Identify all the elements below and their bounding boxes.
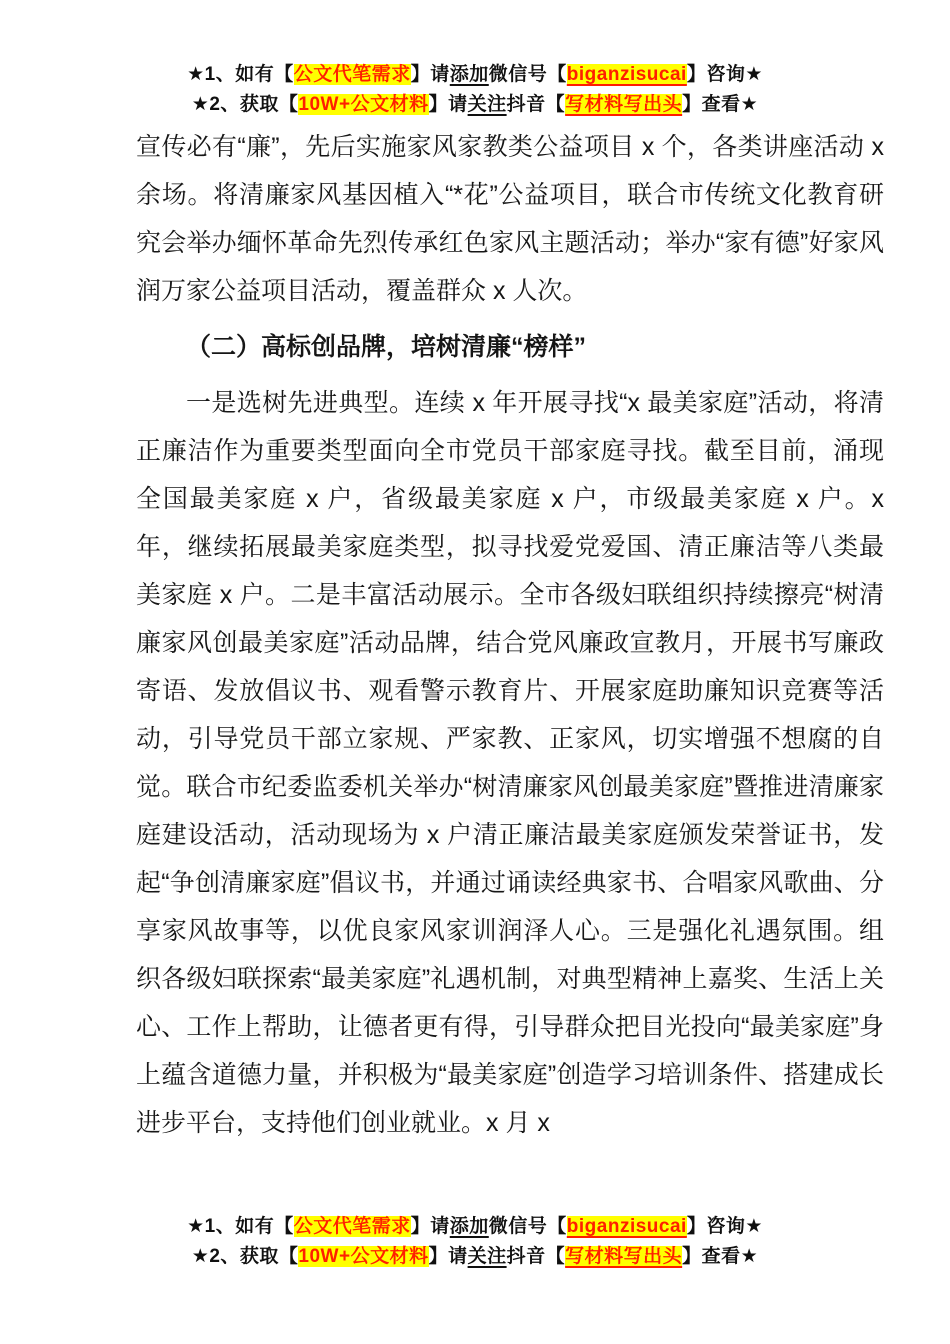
text-run: 】查看★ — [682, 1246, 759, 1267]
footer-notice — [0, 1212, 950, 1272]
text-run: 抖音【 — [506, 1246, 566, 1267]
text-run: 写材料写出头 — [565, 94, 683, 115]
text-run: 10W+公文材料 — [298, 1246, 429, 1267]
text-run: ★1、如有【 — [187, 1216, 294, 1237]
header-notice-line-1 — [0, 60, 950, 90]
document-body — [136, 123, 884, 1147]
text-run: 关注 — [467, 1246, 507, 1267]
footer-notice-line-1 — [0, 1212, 950, 1242]
header-notice-line-2 — [0, 90, 950, 120]
text-run: 微信号【 — [488, 1216, 567, 1237]
text-run: 关注 — [467, 94, 507, 115]
text-run: 添加 — [449, 1216, 489, 1237]
text-run: 】请 — [410, 1216, 450, 1237]
paragraph-body: 一是选树先进典型。连续 x 年开展寻找“x 最美家庭”活动，将清正廉洁作为重要类型面向全市党员干部家庭寻找。截至目前，涌现全国最美家庭 x 户，省级最美家庭 x 户，市级最美家庭 x 户。x 年，继续拓展最美家庭类型，拟寻找爱党爱国、清正廉洁等八类最美家庭 x 户。二是丰富活动展示。全市各级妇联组织持续擦亮“树清廉家风创最美家庭”活动品牌，结合党风廉政宣教月，开展书写廉政寄语、发放倡议书、观看警示教育片、开展家庭助廉知识竞赛等活动，引导党员干部立家规、严家教、正家风，切实增强不想腐的自觉。联合市纪委监委机关举办“树清廉家风创最美家庭”暨推进清廉家庭建设活动，活动现场为 x 户清正廉洁最美家庭颁发荣誉证书，发起“争创清廉家庭”倡议书，并通过诵读经典家书、合唱家风歌曲、分享家风故事等，以优良家风家训润泽人心。三是强化礼遇氛围。组织各级妇联探索“最美家庭”礼遇机制，对典型精神上嘉奖、生活上关心、工作上帮助，让德者更有得，引导群众把目光投向“最美家庭”身上蕴含道德力量，并积极为“最美家庭”创造学习培训条件、搭建成长进步平台，支持他们创业就业。x 月 x — [136, 389, 884, 1137]
text-run: 】咨询★ — [686, 64, 763, 85]
text-run: 】查看★ — [682, 94, 759, 115]
text-run: 】请 — [428, 94, 468, 115]
section-heading: （二）高标创品牌，培树清廉“榜样” — [186, 333, 587, 361]
text-run: biganzisucai — [566, 64, 687, 85]
text-run: ★2、获取【 — [191, 94, 299, 115]
text-run: 公文代笔需求 — [293, 1216, 411, 1237]
text-run: 】请 — [428, 1246, 468, 1267]
text-run: biganzisucai — [566, 1216, 687, 1237]
text-run: 公文代笔需求 — [293, 64, 411, 85]
footer-notice-line-2 — [0, 1242, 950, 1272]
paragraph-continuation: 宣传必有“廉”，先后实施家风家教类公益项目 x 个，各类讲座活动 x 余场。将清廉家风基因植入“*花”公益项目，联合市传统文化教育研究会举办缅怀革命先烈传承红色家风主题活动；举办“家有德”好家风润万家公益项目活动，覆盖群众 x 人次。 — [136, 133, 884, 305]
text-run: 添加 — [449, 64, 489, 85]
text-run: 10W+公文材料 — [298, 94, 429, 115]
text-run: 写材料写出头 — [565, 1246, 683, 1267]
text-run: 】咨询★ — [686, 1216, 763, 1237]
text-run: 】请 — [410, 64, 450, 85]
text-run: ★1、如有【 — [187, 64, 294, 85]
text-run: 抖音【 — [506, 94, 566, 115]
text-run: 微信号【 — [488, 64, 567, 85]
text-run: ★2、获取【 — [191, 1246, 299, 1267]
header-notice — [0, 60, 950, 120]
